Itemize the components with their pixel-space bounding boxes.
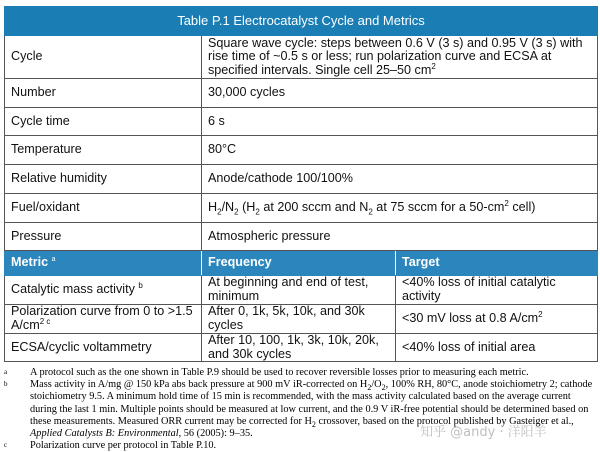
metric-target: <30 mV loss at 0.8 $A/cm^2$ <box>396 305 598 334</box>
footnote-mark: b <box>4 380 8 389</box>
footnote-mark: c <box>4 441 8 450</box>
param-row-cycle-time <box>5 108 598 136</box>
header-frequency: Frequency <box>202 251 396 276</box>
metric-name: Catalytic mass activity $^b$ <box>5 276 202 305</box>
electrocatalyst-table <box>4 6 598 362</box>
param-label: Cycle time <box>5 108 202 136</box>
param-label: Relative humidity <box>5 165 202 194</box>
param-value: Square wave cycle: steps between 0.6 V (3 s) and 0.95 V (3 s) with rise time of ~0.5 s or less; run polarization curve and ECSA at specified intervals. Single cell 25–50 $cm^2$ <box>202 36 598 79</box>
metric-target: <40% loss of initial catalytic activity <box>396 276 598 305</box>
param-row-humidity <box>5 165 598 194</box>
param-value: 30,000 cycles <box>202 79 598 108</box>
table-title: Table P.1 Electrocatalyst Cycle and Metrics <box>5 7 598 36</box>
footnote-text: Mass activity in A/mg @ 150 kPa abs back pressure at 900 mV iR-corrected on $H_2/O_2$, 100% RH, 80°C, anode stoichiometry 2; cathode stoichiometry 9.5. A minimum hold time of 15 min is recommended, with the mass activity calculated based on the average current during the last 1 min. Multiple points should be measured at low current, and the 0.9 V iR-free potential should be determined based on these measurements. Measured ORR current may be corrected for $H_2$ crossover, based on the protocol published by Gasteiger et al., Applied Catalysts B: Environmental, 56 (2005): 9–35. <box>30 379 593 440</box>
metric-target: <40% loss of initial area <box>396 334 598 362</box>
table-title-row <box>5 7 598 36</box>
param-row-number <box>5 79 598 108</box>
param-label: Number <box>5 79 202 108</box>
param-value: 6 s <box>202 108 598 136</box>
metrics-header-row <box>5 251 598 276</box>
metric-frequency: After 0, 1k, 5k, 10k, and 30k cycles <box>202 305 396 334</box>
param-row-cycle <box>5 36 598 79</box>
param-row-temperature <box>5 136 598 165</box>
footnote-a <box>4 367 594 379</box>
param-label: Fuel/oxidant <box>5 194 202 223</box>
metric-row-ecsa <box>5 334 598 362</box>
footnote-text: A protocol such as the one shown in Table P.9 should be used to recover reversible losses prior to measuring each metric. <box>30 367 529 378</box>
param-row-pressure <box>5 223 598 251</box>
metric-frequency: After 10, 100, 1k, 3k, 10k, 20k, and 30k cycles <box>202 334 396 362</box>
param-row-fuel <box>5 194 598 223</box>
header-metric: Metric $^a$ <box>5 251 202 276</box>
metric-row-polarization <box>5 305 598 334</box>
watermark: 知乎 @andy · 洋阳羊 <box>420 425 547 440</box>
metrics-table-container <box>4 6 597 362</box>
footnote-text: Polarization curve per protocol in Table P.10. <box>30 440 217 452</box>
header-target: Target <box>396 251 598 276</box>
footnote-c <box>4 440 594 452</box>
param-value: Anode/cathode 100/100% <box>202 165 598 194</box>
param-label: Pressure <box>5 223 202 251</box>
footnote-mark: a <box>4 368 8 376</box>
metric-name: Polarization curve from 0 to >1.5 $A/cm^{2 c}$ <box>5 305 202 334</box>
param-value: Atmospheric pressure <box>202 223 598 251</box>
metric-row-mass-activity <box>5 276 598 305</box>
param-label: Temperature <box>5 136 202 165</box>
param-label: Cycle <box>5 36 202 79</box>
param-value: 80°C <box>202 136 598 165</box>
param-value: $H_2/N_2$ ($H_2$ at 200 sccm and $N_2$ at 75 sccm for a $50-cm^2$ cell) <box>202 194 598 223</box>
metric-frequency: At beginning and end of test, minimum <box>202 276 396 305</box>
metric-name: ECSA/cyclic voltammetry <box>5 334 202 362</box>
